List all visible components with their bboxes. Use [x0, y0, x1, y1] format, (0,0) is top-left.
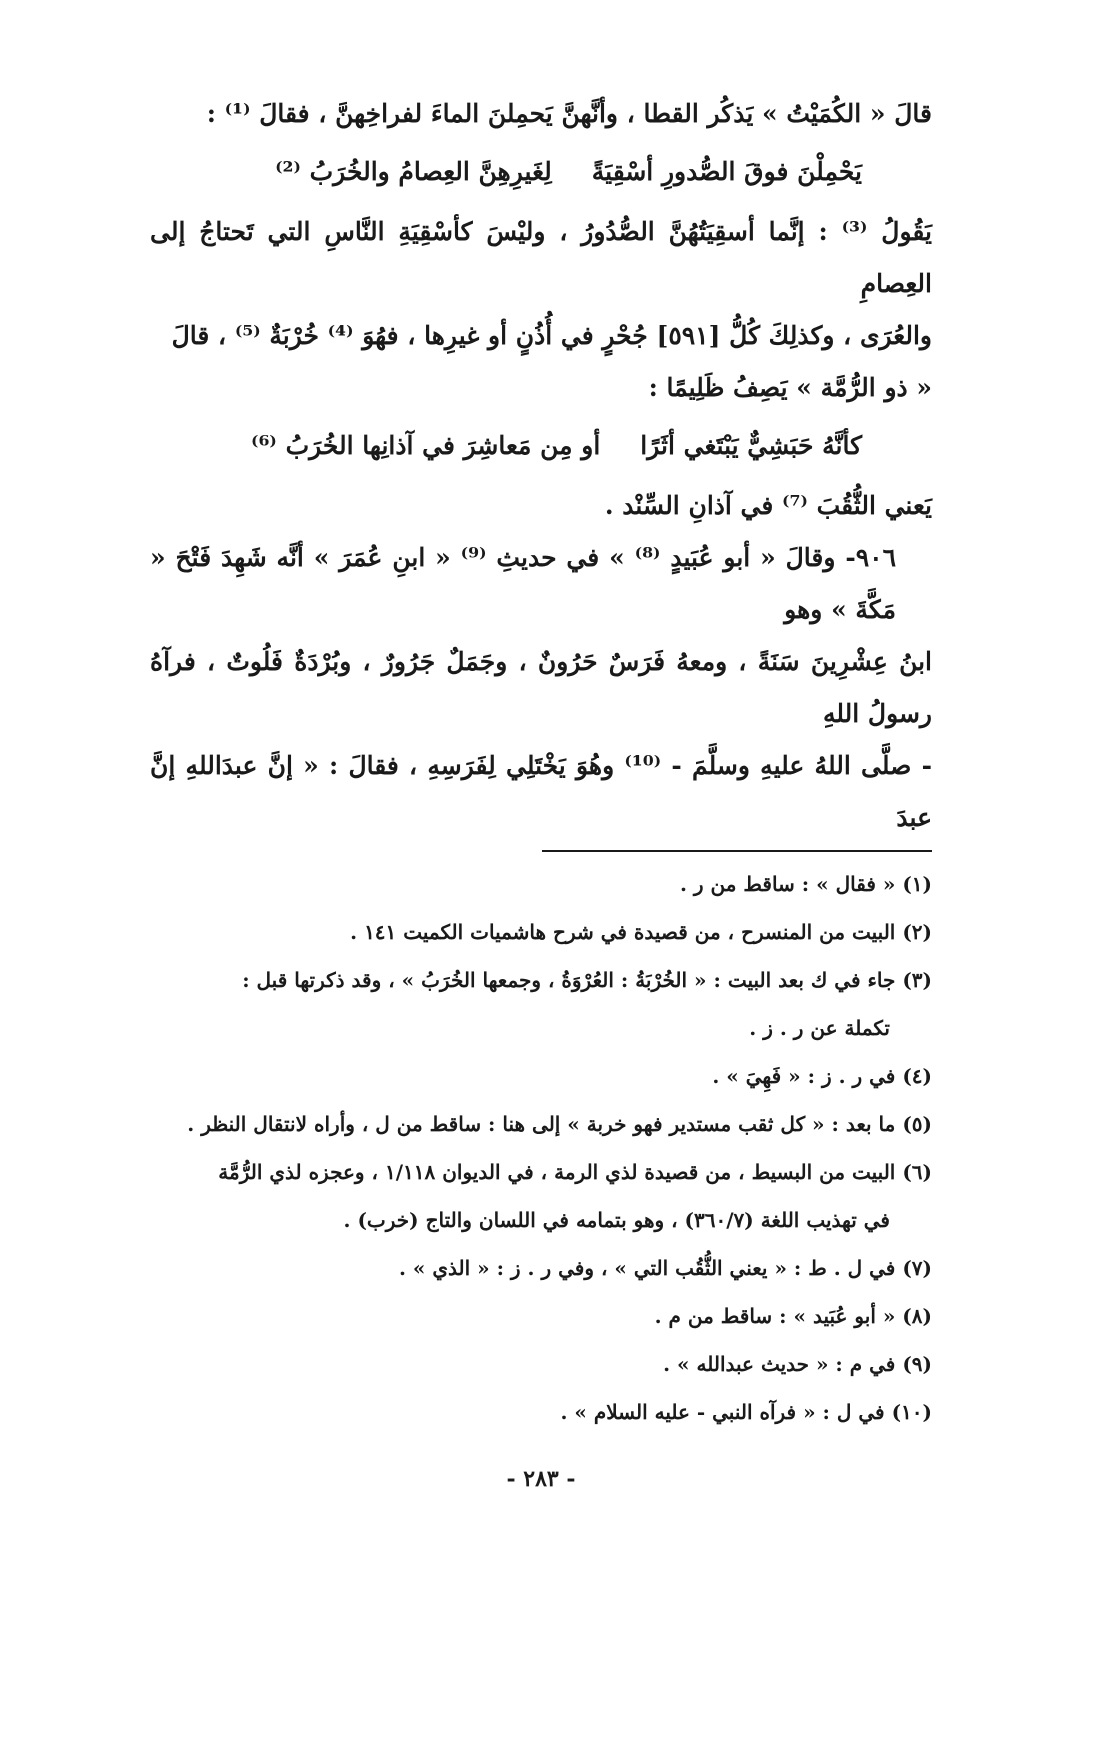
main-text	[150, 88, 932, 844]
verse-second-hemistich: أو مِن مَعاشِرَ في آذانِها الخُرَبُ ⁽⁶⁾	[251, 431, 601, 460]
text-line: والعُرَى ، وكذلِكَ كُلُّ [٥٩١] جُحْرٍ في أُذُنٍ أو غيرِها ، فهُوَ ⁽⁴⁾ خُرْبَةٌ ⁽⁵⁾ ، قالَ	[171, 321, 932, 350]
verse-1	[150, 146, 932, 198]
footnote: (٣) جاء في ك بعد البيت : « الخُرْبَةُ : العُرْوَةُ ، وجمعها الخُرَبُ » ، وقد ذكرتها قبل :	[242, 968, 932, 992]
footnote: (٩) في م : « حديث عبدالله » .	[663, 1352, 932, 1376]
text-line: ٩٠٦- وقالَ « أبو عُبَيدٍ ⁽⁸⁾ » في حديثِ ⁽⁹⁾ « ابنِ عُمَرَ » أنَّه شَهِدَ فَتْحَ « مَكَّةَ » وهو	[150, 543, 897, 624]
footnote: (٢) البيت من المنسرح ، من قصيدة في شرح هاشميات الكميت ١٤١ .	[350, 920, 932, 944]
verse-first-hemistich: كأنَّهُ حَبَشِيٌّ يَبْتَغي أثَرًا	[640, 431, 862, 460]
text-line: ابنُ عِشْرِينَ سَنَةً ، ومعهُ فَرَسٌ حَرُونٌ ، وجَمَلٌ جَرُورٌ ، وبُرْدَةٌ فَلُوتٌ ، فرآهُ رسولُ اللهِ	[150, 647, 932, 728]
text-line: يَعني الثُّقُبَ ⁽⁷⁾ في آذانِ السِّنْد .	[604, 491, 932, 520]
footnote: (١) « فقال » : ساقط من ر .	[679, 872, 932, 896]
footnote: (٧) في ل . ط : « يعني الثُّقُب التي » ، وفي ر . ز : « الذي » .	[398, 1256, 932, 1280]
text-line: يَقُولُ ⁽³⁾ : إنَّما أسقِيَتُهُنَّ الصُّدُورُ ، وليْسَ كأسْقِيَةِ النَّاسِ التي تَحتاجُ إلى العِصامِ	[150, 217, 932, 298]
verse-second-hemistich: لِغَيرِهِنَّ العِصامُ والخُرَبُ ⁽²⁾	[275, 157, 552, 186]
text-line: « ذو الرُّمَّة » يَصِفُ ظَلِيمًا :	[648, 373, 932, 402]
footnote: (٥) ما بعد : « كل ثقب مستدير فهو خربة » إلى هنا : ساقط من ل ، وأراه لانتقال النظر .	[187, 1112, 932, 1136]
verse-first-hemistich: يَحْمِلْنَ فوقَ الصُّدورِ أسْقِيَةً	[591, 157, 862, 186]
footnote: (٦) البيت من البسيط ، من قصيدة لذي الرمة ، في الديوان ١/١١٨ ، وعجزه لذي الرُّمَّة	[218, 1160, 932, 1184]
footnote: (٨) « أبو عُبَيد » : ساقط من م .	[654, 1304, 932, 1328]
verse-2	[150, 420, 932, 472]
text-line: - صلَّى اللهُ عليهِ وسلَّمَ - ⁽¹⁰⁾ وهُوَ يَخْتَلِي لِفَرَسِهِ ، فقالَ : « إنَّ عبدَاللهِ إنَّ عبدَ	[150, 751, 932, 832]
text-line: قالَ « الكُمَيْتُ » يَذكُر القطا ، وأنَّهنَّ يَحمِلنَ الماءَ لفراخِهنَّ ، فقالَ ⁽¹⁾ :	[206, 99, 932, 128]
footnote: (٤) في ر . ز : « فَهِيَ » .	[712, 1064, 932, 1088]
footnote-continuation: في تهذيب اللغة (٣٦٠/٧) ، وهو بتمامه في اللسان والتاج (خرب) .	[343, 1208, 890, 1232]
page-content	[150, 88, 932, 1492]
footnote-divider	[542, 850, 932, 852]
page-number: - ٢٨٣ -	[506, 1466, 576, 1492]
footnotes	[150, 860, 932, 1436]
footnote: (١٠) في ل : « فرآه النبي - عليه السلام » .	[560, 1400, 932, 1424]
footnote-continuation: تكملة عن ر . ز .	[749, 1016, 890, 1040]
